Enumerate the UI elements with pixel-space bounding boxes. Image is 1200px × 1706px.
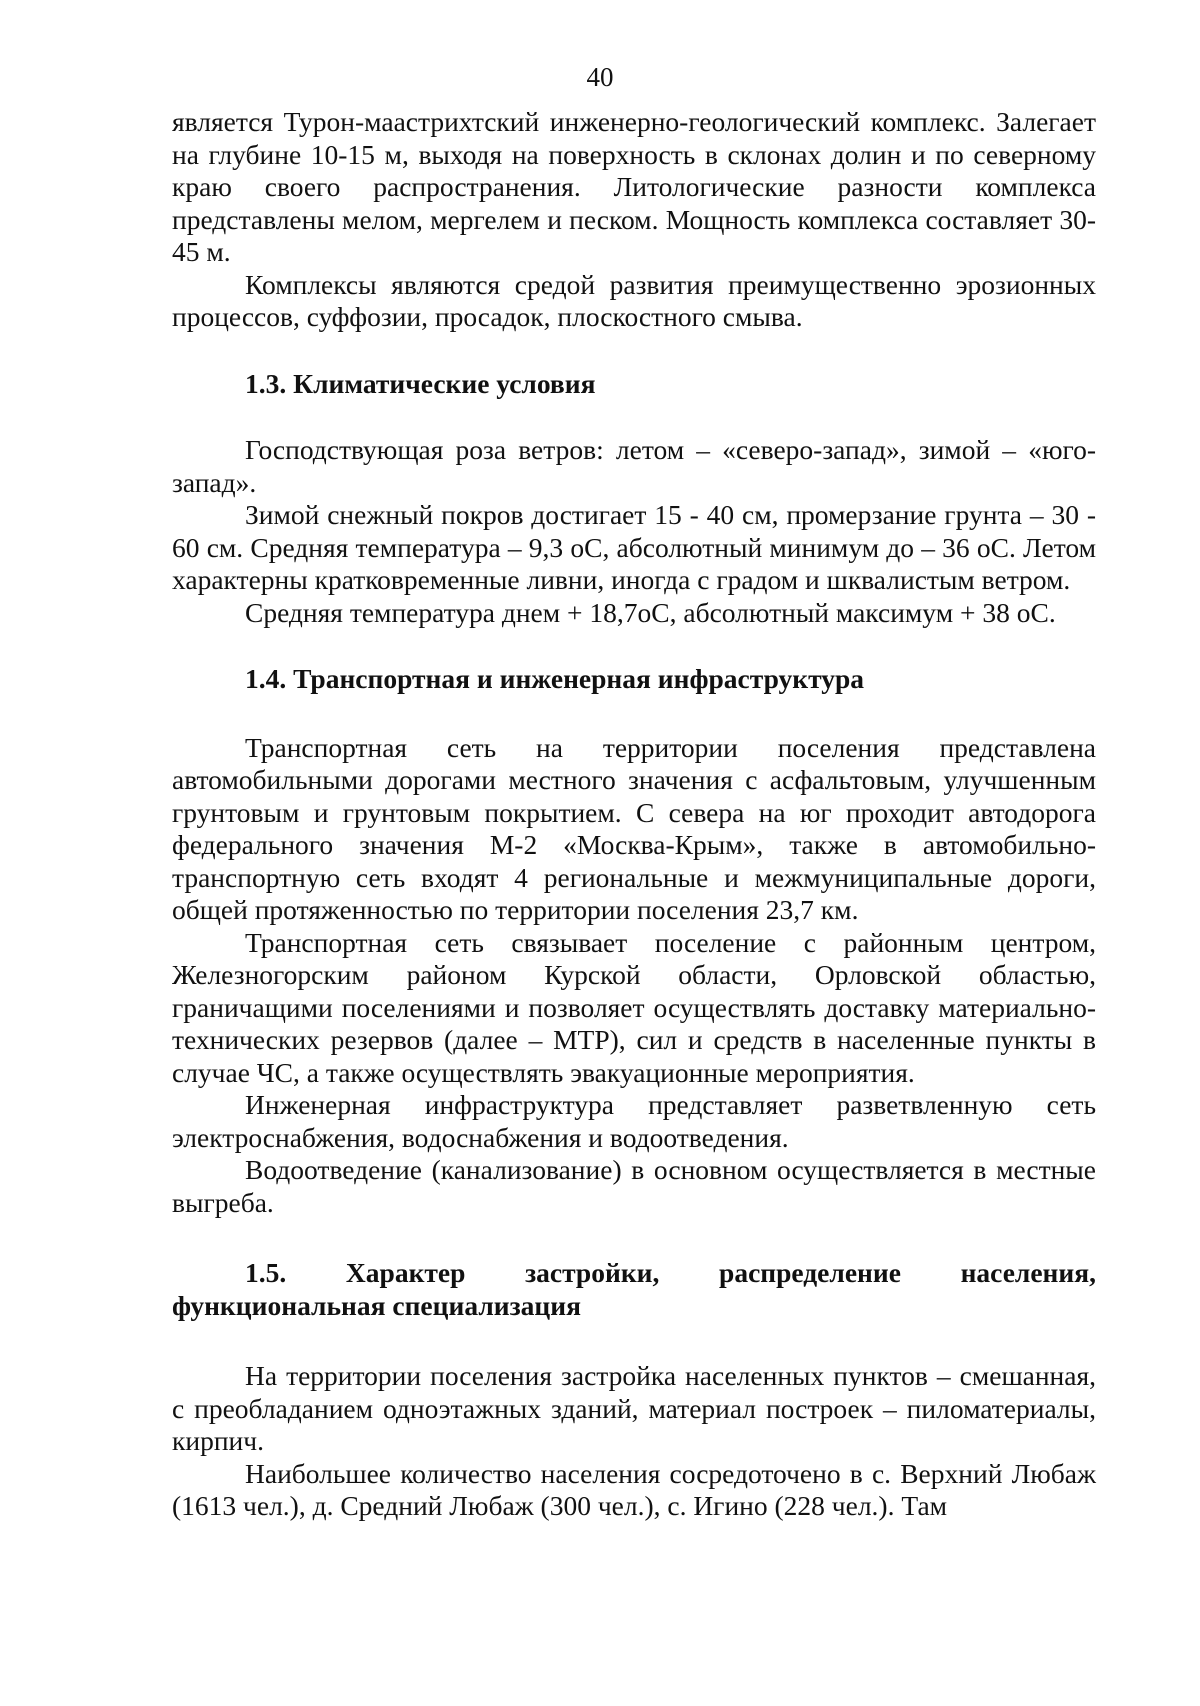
page-content [172,106,1096,1523]
climate-paragraph-1: Господствующая роза ветров: летом – «северо-запад», зимой – «юго-запад». [172,434,1096,498]
section-heading-climate: 1.3. Климатические условия [245,367,596,399]
section-heading-infrastructure: 1.4. Транспортная и инженерная инфраструктура [245,663,865,694]
infrastructure-paragraph-4: Водоотведение (канализование) в основном осуществляется в местные выгреба. [172,1154,1096,1218]
intro-paragraph-1: является Турон-маастрихтский инженерно-геологический комплекс. Залегает на глубине 10-15 м, выходя на поверхность в склонах долин и по северному краю своего распространения. Литологические разности комплекса представлены мелом, мергелем и песком. Мощность комплекса составляет 30-45 м. [172,106,1096,267]
infrastructure-paragraph-2: Транспортная сеть связывает поселение с районным центром, Железногорским районом Курской области, Орловской областью, граничащими поселениями и позволяет осуществлять доставку материально-технических резервов (далее – МТР), сил и средств в населенные пункты в случае ЧС, а также осуществлять эвакуационные мероприятия. [172,926,1096,1088]
section-heading-development: 1.5. Характер застройки, распределение населения, функциональная специализация [172,1257,1096,1321]
infrastructure-paragraph-3: Инженерная инфраструктура представляет разветвленную сеть электроснабжения, водоснабжения и водоотведения. [172,1089,1096,1153]
development-paragraph-1: На территории поселения застройка населенных пунктов – смешанная, с преобладанием одноэтажных зданий, материал построек – пиломатериалы, кирпич. [172,1360,1096,1456]
page-number: 40 [586,62,614,92]
intro-paragraph-2: Комплексы являются средой развития преимущественно эрозионных процессов, суффозии, просадок, плоскостного смыва. [172,268,1096,332]
development-paragraph-2: Наибольшее количество населения сосредоточено в с. Верхний Любаж (1613 чел.), д. Средний Любаж (300 чел.), с. Игино (228 чел.). Там [172,1457,1096,1521]
infrastructure-paragraph-1: Транспортная сеть на территории поселения представлена автомобильными дорогами местного значения с асфальтовым, улучшенным грунтовым и грунтовым покрытием. С севера на юг проходит автодорога федерального значения М-2 «Москва-Крым», также в автомобильно-транспортную сеть входят 4 региональные и межмуниципальные дороги, общей протяженностью по территории поселения 23,7 км. [172,731,1096,925]
climate-paragraph-3: Средняя температура днем + 18,7оС, абсолютный максимум + 38 оС. [245,596,1056,628]
climate-paragraph-2: Зимой снежный покров достигает 15 - 40 см, промерзание грунта – 30 - 60 см. Средняя температура – 9,3 оС, абсолютный минимум до – 36 оС. Летом характерны кратковременные ливни, иногда с градом и шквалистым ветром. [172,499,1096,595]
